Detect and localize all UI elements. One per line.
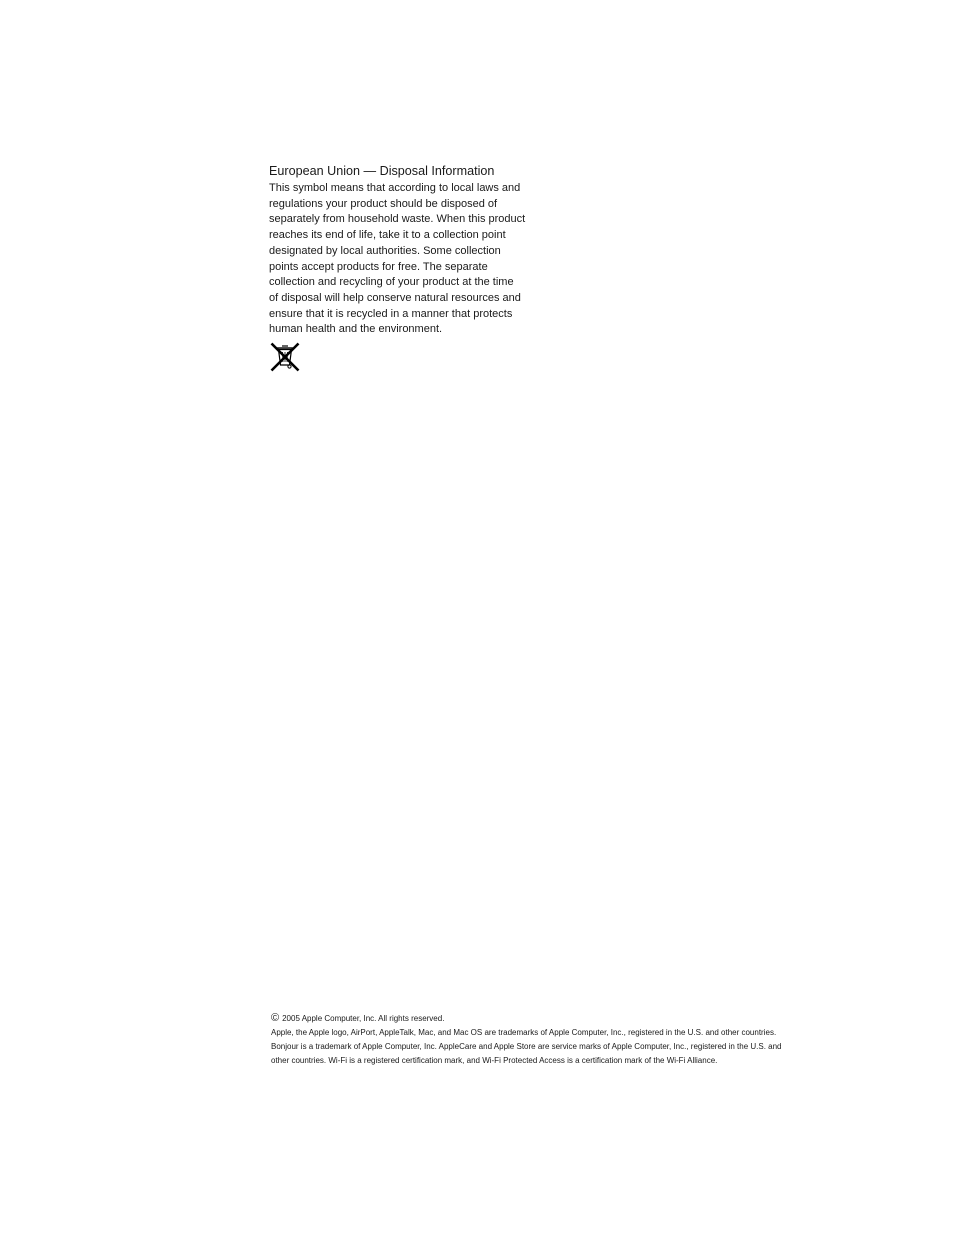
disposal-body-line: points accept products for free. The separate bbox=[269, 260, 488, 273]
trademark-line: Apple, the Apple logo, AirPort, AppleTalk, Mac, and Mac OS are trademarks of Apple Computer, Inc., registered in the U.S. and other countries. bbox=[271, 1028, 777, 1037]
disposal-body-line: separately from household waste. When this product bbox=[269, 213, 526, 226]
disposal-body-line: collection and recycling of your product at the time bbox=[269, 276, 514, 289]
copyright-notice bbox=[271, 1011, 831, 1026]
disposal-body bbox=[269, 181, 544, 338]
disposal-body-line: This symbol means that according to local laws and bbox=[269, 182, 521, 194]
disposal-section bbox=[269, 163, 544, 338]
disposal-body-line: human health and the environment. bbox=[269, 323, 443, 336]
disposal-body-line: designated by local authorities. Some collection bbox=[269, 244, 501, 257]
copyright-symbol: © bbox=[271, 1012, 280, 1024]
disposal-body-line: reaches its end of life, take it to a collection point bbox=[269, 229, 506, 242]
crossed-out-wheelie-bin-icon bbox=[269, 341, 301, 373]
trademark-line: other countries. Wi-Fi is a registered certification mark, and Wi-Fi Protected Access is a certification mark of the Wi-Fi Alliance. bbox=[271, 1056, 718, 1065]
disposal-body-line: ensure that it is recycled in a manner that protects bbox=[269, 307, 513, 320]
disposal-heading: European Union — Disposal Information bbox=[269, 164, 495, 178]
trademark-line: Bonjour is a trademark of Apple Computer, Inc. AppleCare and Apple Store are service marks of Apple Computer, Inc., registered in the U.S. and bbox=[271, 1042, 782, 1051]
disposal-body-line: of disposal will help conserve natural resources and bbox=[269, 291, 521, 304]
copyright-text: 2005 Apple Computer, Inc. All rights reserved. bbox=[282, 1014, 445, 1023]
legal-footer bbox=[271, 1011, 831, 1068]
disposal-body-line: regulations your product should be disposed of bbox=[269, 197, 498, 210]
